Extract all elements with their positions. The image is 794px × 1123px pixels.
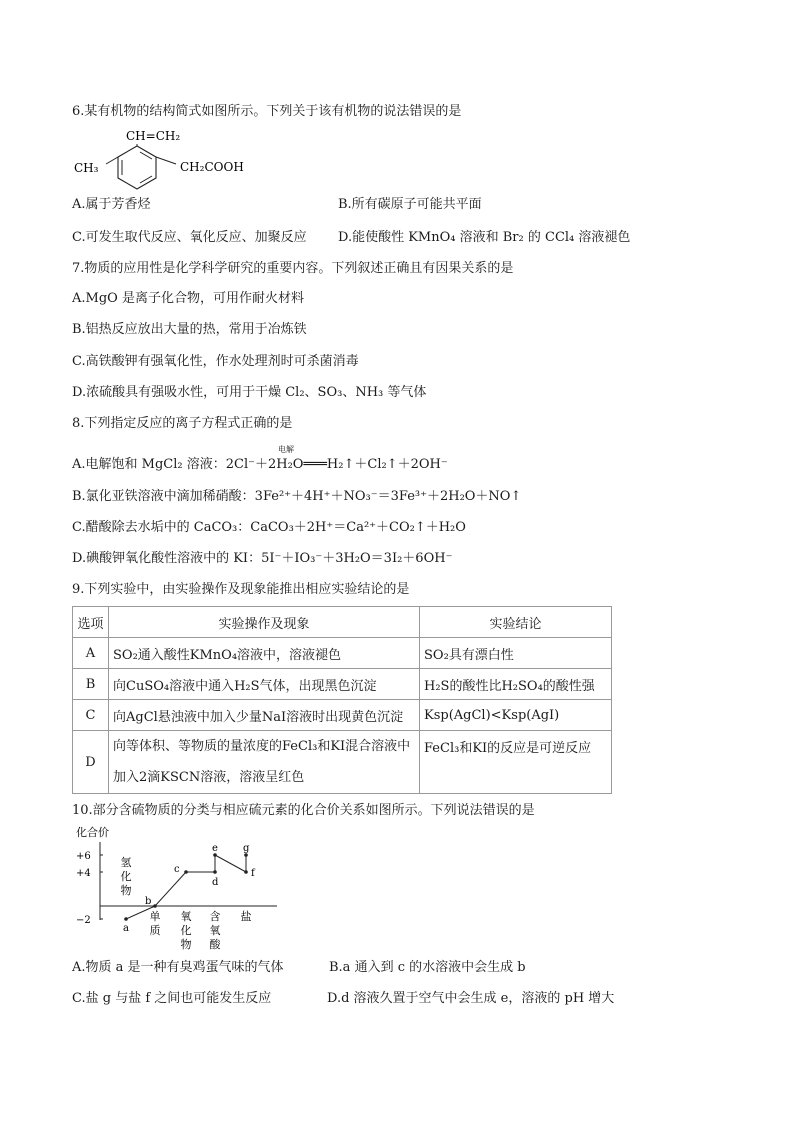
q8-option-a: A.电解饱和 MgCl₂ 溶液：2Cl⁻＋2H₂O═══H₂↑＋Cl₂↑＋2OH⁻ xyxy=(72,457,448,472)
row-operation: SO₂通入酸性KMnO₄溶液中，溶液褪色 xyxy=(109,638,420,669)
data-point xyxy=(244,870,248,874)
benzene-ring xyxy=(118,146,156,189)
data-point xyxy=(184,870,188,874)
q7-stem: 7.物质的应用性是化学科学研究的重要内容。下列叙述正确且有因果关系的是 xyxy=(72,261,514,276)
row-operation-line2: 加入2滴KSCN溶液，溶液呈红色 xyxy=(113,770,305,785)
series-segment xyxy=(215,855,246,872)
q10-stem: 10.部分含硫物质的分类与相应硫元素的化合价关系如图所示。下列说法错误的是 xyxy=(72,803,535,818)
methyl-group: CH₃ xyxy=(74,161,99,175)
series-segment xyxy=(155,872,186,906)
row-conclusion: SO₂具有漂白性 xyxy=(420,638,612,669)
experiment-table xyxy=(72,606,612,794)
q6-stem: 6.某有机物的结构简式如图所示。下列关于该有机物的说法错误的是 xyxy=(72,104,462,119)
point-label: f xyxy=(251,868,255,879)
x-category-label: 氧 xyxy=(180,910,192,923)
y-tick-label: −2 xyxy=(76,915,91,926)
q10-option-b: B.a 通入到 c 的水溶液中会生成 b xyxy=(329,960,526,975)
q7-option-d: D.浓硫酸具有强吸水性，可用于干燥 Cl₂、SO₃、NH₃ 等气体 xyxy=(72,385,427,400)
q8-option-c: C.醋酸除去水垢中的 CaCO₃：CaCO₃＋2H⁺＝Ca²⁺＋CO₂↑＋H₂O xyxy=(72,520,466,535)
point-label: c xyxy=(174,864,180,875)
q8-stem: 8.下列指定反应的离子方程式正确的是 xyxy=(72,416,293,431)
table-row xyxy=(73,638,612,669)
row-conclusion: H₂S的酸性比H₂SO₄的酸性强 xyxy=(420,669,612,700)
q6-option-d: D.能使酸性 KMnO₄ 溶液和 Br₂ 的 CCl₄ 溶液褪色 xyxy=(338,230,631,245)
q7-option-a: A.MgO 是离子化合物，可用作耐火材料 xyxy=(72,291,304,306)
header-option: 选项 xyxy=(73,607,109,638)
acetic-group: CH₂COOH xyxy=(180,160,244,174)
point-label: e xyxy=(212,843,218,854)
x-category-label: 氢 xyxy=(120,856,132,869)
data-point xyxy=(124,917,128,921)
q6-option-c: C.可发生取代反应、氧化反应、加聚反应 xyxy=(72,230,307,245)
row-operation: 向CuSO₄溶液中通入H₂S气体，出现黑色沉淀 xyxy=(109,669,420,700)
q6-structure-diagram xyxy=(72,124,262,192)
data-point xyxy=(213,870,217,874)
header-operation: 实验操作及现象 xyxy=(109,607,420,638)
q10-option-d: D.d 溶液久置于空气中会生成 e，溶液的 pH 增大 xyxy=(327,991,615,1006)
q7-option-c: C.高铁酸钾有强氧化性，作水处理剂时可杀菌消毒 xyxy=(72,354,359,369)
y-tick-label: +4 xyxy=(76,868,91,879)
y-tick-label: +6 xyxy=(76,851,91,862)
x-category-label: 物 xyxy=(180,938,192,951)
row-option: C xyxy=(73,700,109,731)
q9-stem: 9.下列实验中，由实验操作及现象能推出相应实验结论的是 xyxy=(72,582,410,597)
point-label: d xyxy=(212,877,219,888)
q10-option-a: A.物质 a 是一种有臭鸡蛋气味的气体 xyxy=(72,960,284,975)
header-conclusion: 实验结论 xyxy=(420,607,612,638)
point-label: b xyxy=(145,896,152,907)
table-row xyxy=(73,731,612,794)
row-operation: 向AgCl悬浊液中加入少量NaI溶液时出现黄色沉淀 xyxy=(109,700,420,731)
row-operation xyxy=(109,731,420,794)
x-category-label: 单 xyxy=(149,910,161,923)
row-option: D xyxy=(73,731,109,794)
table-header-row xyxy=(73,607,612,638)
point-label: g xyxy=(243,843,250,854)
row-option: A xyxy=(73,638,109,669)
x-category-label: 含 xyxy=(209,910,221,923)
row-operation-line1: 向等体积、等物质的量浓度的FeCl₃和KI混合溶液中 xyxy=(113,739,411,754)
electrolysis-condition: 电解 xyxy=(278,445,294,454)
x-category-label: 化 xyxy=(120,870,132,883)
x-category-label: 氧 xyxy=(209,924,221,937)
row-conclusion: Ksp(AgCl)<Ksp(AgI) xyxy=(420,700,612,731)
x-category-label: 酸 xyxy=(209,938,221,951)
x-category-label: 盐 xyxy=(240,910,252,923)
vinyl-group: CH=CH₂ xyxy=(126,129,181,143)
row-option: B xyxy=(73,669,109,700)
x-category-label: 质 xyxy=(149,924,161,937)
y-axis-label: 化合价 xyxy=(76,826,109,839)
q7-option-b: B.铝热反应放出大量的热，常用于冶炼铁 xyxy=(72,322,307,337)
table-row xyxy=(73,700,612,731)
x-category-label: 化 xyxy=(180,924,192,937)
table-row xyxy=(73,669,612,700)
point-label: a xyxy=(123,923,129,934)
q10-option-c: C.盐 g 与盐 f 之间也可能发生反应 xyxy=(72,991,272,1006)
row-conclusion: FeCl₃和KI的反应是可逆反应 xyxy=(420,731,612,794)
data-point xyxy=(153,904,157,908)
q6-option-b: B.所有碳原子可能共平面 xyxy=(338,197,482,212)
q8-option-d: D.碘酸钾氧化酸性溶液中的 KI：5I⁻＋IO₃⁻＋3H₂O＝3I₂＋6OH⁻ xyxy=(72,551,453,566)
q8-option-b: B.氯化亚铁溶液中滴加稀硝酸：3Fe²⁺＋4H⁺＋NO₃⁻＝3Fe³⁺＋2H₂O＋NO↑ xyxy=(72,489,522,504)
valence-chart xyxy=(72,822,292,952)
x-category-label: 物 xyxy=(120,884,132,897)
q6-option-a: A.属于芳香烃 xyxy=(72,197,151,212)
